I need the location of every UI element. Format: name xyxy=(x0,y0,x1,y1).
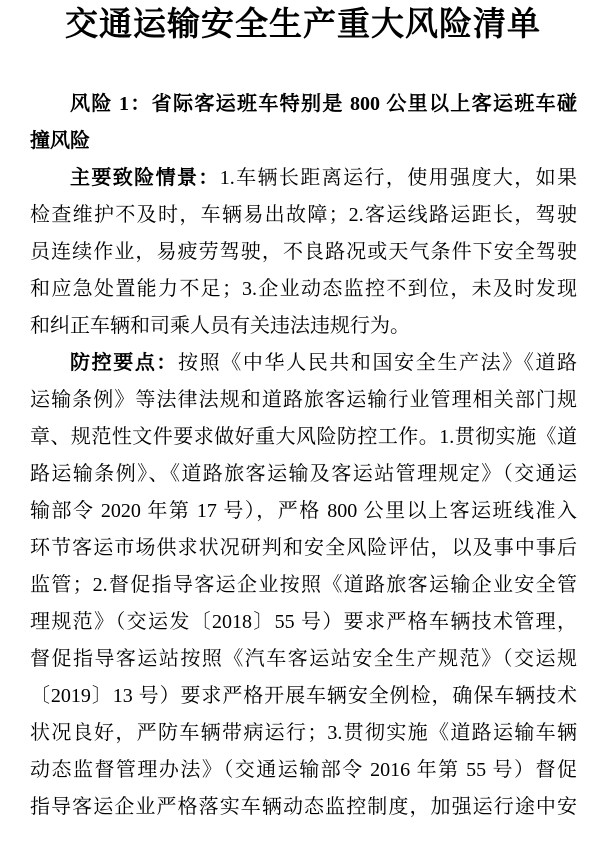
body-text: 路运输条例》、《道路旅客运输及客运站管理规定》（交通运 xyxy=(30,463,577,485)
paragraph-prevention-control-points-line-9 xyxy=(30,641,577,678)
body-text: 和应急处置能力不足；3.企业动态监控不到位，未及时发现 xyxy=(30,278,577,300)
document-title: 交通运输安全生产重大风险清单 xyxy=(65,7,541,43)
paragraph-prevention-control-points-line-3 xyxy=(30,419,577,456)
body-text: 环节客运市场供求状况研判和安全风险评估，以及事中事后 xyxy=(30,537,577,559)
paragraph-main-risk-scenarios-line-5 xyxy=(30,308,577,345)
paragraph-prevention-control-points-line-13 xyxy=(30,789,577,826)
paragraph-main-risk-scenarios-line-2 xyxy=(30,197,577,234)
body-text: 监管；2.督促指导客运企业按照《道路旅客运输企业安全管 xyxy=(30,574,577,596)
body-text: 和纠正车辆和司乘人员有关违法违规行为。 xyxy=(30,315,410,337)
bold-lead-text: 防控要点： xyxy=(70,352,179,374)
body-text: 运输条例》等法律法规和道路旅客运输行业管理相关部门规 xyxy=(30,389,577,411)
paragraph-prevention-control-points-line-8 xyxy=(30,604,577,641)
paragraph-main-risk-scenarios-line-4 xyxy=(30,271,577,308)
body-text: 理规范》（交运发〔2018〕55 号）要求严格车辆技术管理， xyxy=(30,611,577,633)
paragraph-prevention-control-points-line-6 xyxy=(30,530,577,567)
paragraph-prevention-control-points-line-10 xyxy=(30,678,577,715)
bold-lead-text: 风险 1：省际客运班车特别是 800 公里以上客运班车碰 xyxy=(70,93,577,115)
body-text: 指导客运企业严格落实车辆动态监控制度，加强运行途中安 xyxy=(30,796,577,818)
document-body xyxy=(30,86,577,826)
body-text: 章、规范性文件要求做好重大风险防控工作。1.贯彻实施《道 xyxy=(30,426,577,448)
body-text: 输部令 2020 年第 17 号），严格 800 公里以上客运班线准入 xyxy=(30,500,577,522)
body-text: 1.车辆长距离运行，使用强度大，如果 xyxy=(219,167,577,189)
body-text: 员连续作业，易疲劳驾驶，不良路况或天气条件下安全驾驶 xyxy=(30,241,577,263)
body-text: 按照《中华人民共和国安全生产法》《道路 xyxy=(178,352,577,374)
paragraph-main-risk-scenarios-line-3 xyxy=(30,234,577,271)
paragraph-prevention-control-points-line-12 xyxy=(30,752,577,789)
bold-lead-text: 主要致险情景： xyxy=(70,167,220,189)
bold-lead-text: 撞风险 xyxy=(30,130,90,152)
paragraph-prevention-control-points-line-7 xyxy=(30,567,577,604)
body-text: 动态监督管理办法》（交通运输部令 2016 年第 55 号）督促 xyxy=(30,759,577,781)
paragraph-prevention-control-points-line-1 xyxy=(30,345,577,382)
paragraph-risk-1-heading-line-2 xyxy=(30,123,577,160)
paragraph-prevention-control-points-line-5 xyxy=(30,493,577,530)
paragraph-main-risk-scenarios-line-1 xyxy=(30,160,577,197)
paragraph-prevention-control-points-line-2 xyxy=(30,382,577,419)
body-text: 状况良好，严防车辆带病运行；3.贯彻实施《道路运输车辆 xyxy=(30,722,577,744)
body-text: 督促指导客运站按照《汽车客运站安全生产规范》（交运规 xyxy=(30,648,577,670)
paragraph-prevention-control-points-line-4 xyxy=(30,456,577,493)
paragraph-risk-1-heading-line-1 xyxy=(30,86,577,123)
body-text: 〔2019〕13 号）要求严格开展车辆安全例检，确保车辆技术 xyxy=(30,685,577,707)
paragraph-prevention-control-points-line-11 xyxy=(30,715,577,752)
body-text: 检查维护不及时，车辆易出故障；2.客运线路运距长，驾驶 xyxy=(30,204,577,226)
